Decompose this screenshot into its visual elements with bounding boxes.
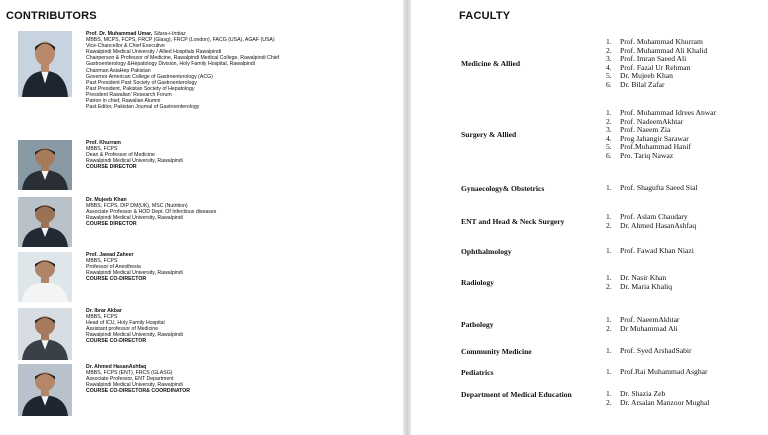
faculty-member: 1. Prof.Rai Muhammad Asghar [606,367,708,376]
faculty-page [411,0,768,435]
department-members [606,213,766,230]
contributor-role: COURSE DIRECTOR [86,221,137,228]
faculty-member: 1. Prof. NaeemAkhtar [606,315,680,324]
contributor-info [86,197,396,227]
contributor-info [86,31,396,110]
contributor-name: Prof. Jawad Zaheer [86,252,134,258]
department-members [606,247,766,256]
contributor-info [86,140,396,170]
contributor-detail-line: Assistant professor of Medicine [86,326,159,333]
contributor-detail-line: Governor American College of Gastroenterology (ACG) [86,73,213,80]
contributor-detail-line: Past President, Pakistan Society of Hepatology [86,85,195,92]
department-members [606,347,766,356]
faculty-member: 3. Prof. Naeem Zia [606,125,671,135]
faculty-member: 1. Prof. Shagufta Saeed Sial [606,183,698,192]
contributor-name: Dr. Mujeeb Khan [86,197,127,203]
contributor-detail-line: President Rawalian' Research Forum [86,91,172,98]
contributor-detail-line: MBBS, FCPS (ENT), FRCS (GLASG) [86,370,173,377]
department-members [606,390,766,407]
contributor-detail-line: Vice-Chancellor & Chief Executive [86,43,165,50]
contributor-name: Prof. Khurram [86,140,121,146]
contributor-detail-line: Rawalpindi Medical University, Rawalpindi [86,158,183,165]
contributor-info [86,364,396,394]
faculty-member: 6. Pro. Tariq Nawaz [606,150,674,160]
faculty-member: 4. Prog Jahangir Sarawar [606,133,689,143]
faculty-member: 2. Dr. Ahmed HasanAshfaq [606,220,697,230]
contributor-detail-line: Rawalpindi Medical University, Rawalpindi [86,270,183,277]
faculty-member: 3. Prof. Imran Saeed Ali [606,54,687,64]
contributor-info [86,308,396,345]
faculty-member: 5. Prof.Muhammad Hanif [606,142,691,152]
contributor-detail-line: MBBS, FCPS [86,314,118,321]
faculty-member: 2. Dr. Maria Khaliq [606,281,673,291]
contributor-detail-line: MBBS, FCPS [86,146,118,153]
faculty-member: 2. Prof. NadeemAkhtar [606,116,684,126]
faculty-member: 1. Prof. Muhammad Khurram [606,37,703,46]
contributor-role: COURSE CO-DIRECTOR [86,338,147,345]
contributor-detail-line: Rawalpindi Medical University / Allied Hospitals Rawalpindi [86,49,222,56]
contributor-honor: Sitara-i-Imtiaz [152,31,186,37]
contributor-role: COURSE CO-DIRECTOR [86,276,147,283]
contributor-detail-line: Chairperson & Professor of Medicine, Rawalpindi Medical College, Rawalpindi Chief [86,55,280,62]
faculty-member: 6. Dr. Bilal Zafar [606,79,665,89]
contributor-detail-line: Associate Professor & HOD Dept. Of Infectious diseases [86,209,217,216]
contributor-detail-line: MBBS, MCPS, FCPS, FRCP (Glasg), FRCP (London), FACG (USA), AGAF (USA) [86,37,275,44]
contributor-detail-line: Gastroenterology &Hepatology Division, Holy Family Hospital, Rawalpindi [86,61,255,68]
department-members [606,274,766,291]
department-name: Ophthalmology [461,246,512,256]
department-name: Department of Medical Education [461,389,572,399]
contributor-detail-line: Past Editor, Pakistan Journal of Gastroenterology [86,104,200,111]
faculty-member: 1. Prof. Fawad Khan Niazi [606,246,694,255]
contributor-detail-line: Patron in chief, Rawalian Alumni [86,98,161,105]
faculty-member: 1. Prof. Aslam Chaudary [606,212,688,221]
department-name: Pediatrics [461,367,494,377]
department-name: Medicine & Allied [461,59,521,69]
faculty-member: 2. Dr Muhammad Ali [606,323,678,333]
contributor-role: COURSE DIRECTOR [86,164,137,171]
faculty-heading: FACULTY [459,10,511,22]
contributors-heading: CONTRIBUTORS [6,10,97,22]
department-members [606,368,766,377]
contributor-role: COURSE CO-DIRECTOR& COORDINATOR [86,388,191,395]
contributor-detail-line: Associate Professor, ENT Department [86,376,174,383]
department-members [606,316,766,333]
department-members [606,184,766,193]
faculty-member: 5. Dr. Mujeeb Khan [606,71,673,81]
contributor-detail-line: Dean & Professor of Medicine [86,152,155,159]
contributor-photo [18,364,72,416]
department-members [606,109,766,161]
department-name: Pathology [461,320,494,330]
contributor-detail-line: Rawalpindi Medical University, Rawalpindi [86,332,183,339]
faculty-member: 2. Dr. Arsalan Manzoor Mughal [606,397,710,407]
contributor-detail-line: Head of ICU, Holy Family Hospital [86,320,165,327]
contributor-detail-line: MBBS, FCPS [86,258,118,265]
faculty-member: 1. Prof. Muhammad Idrees Anwar [606,108,717,117]
contributor-name: Dr. Ibrar Akbar [86,308,122,314]
book-spine [403,0,411,435]
contributor-detail-line: Chairman AsiaHep Pakistan [86,67,151,74]
department-name: Surgery & Allied [461,130,517,140]
contributor-photo [18,31,72,97]
faculty-member: 1. Prof. Syed ArshadSabir [606,346,692,355]
contributor-detail-line: MBBS, FCPS, DIP DM(UK), MSC (Nutrition) [86,203,188,210]
department-members [606,38,766,90]
contributor-name: Prof. Dr. Muhammad Umar, Sitara-i-Imtiaz [86,31,186,37]
department-name: Community Medicine [461,346,532,356]
contributor-photo [18,308,72,360]
faculty-member: 4. Prof. Fazal Ur Rehman [606,62,691,72]
contributor-photo [18,197,72,247]
department-name: Gynaecology& Obstetrics [461,183,545,193]
faculty-member: 2. Prof. Muhammad Ali Khalid [606,45,708,55]
department-name: ENT and Head & Neck Surgery [461,217,565,227]
contributor-detail-line: Past President Past Society of Gastroenterology [86,79,198,86]
faculty-member: 1. Dr. Nasir Khan [606,273,667,282]
contributor-name: Dr. Ahmed HasanAshfaq [86,364,147,370]
contributor-info [86,252,396,282]
faculty-member: 1. Dr. Shazia Zeb [606,389,666,398]
contributor-photo [18,140,72,190]
contributor-detail-line: Rawalpindi Medical University, Rawalpindi [86,215,183,222]
department-name: Radiology [461,278,494,288]
contributor-detail-line: Rawalpindi Medical University, Rawalpindi [86,382,183,389]
contributor-photo [18,252,72,302]
contributor-detail-line: Professor of Anesthesia [86,264,141,271]
